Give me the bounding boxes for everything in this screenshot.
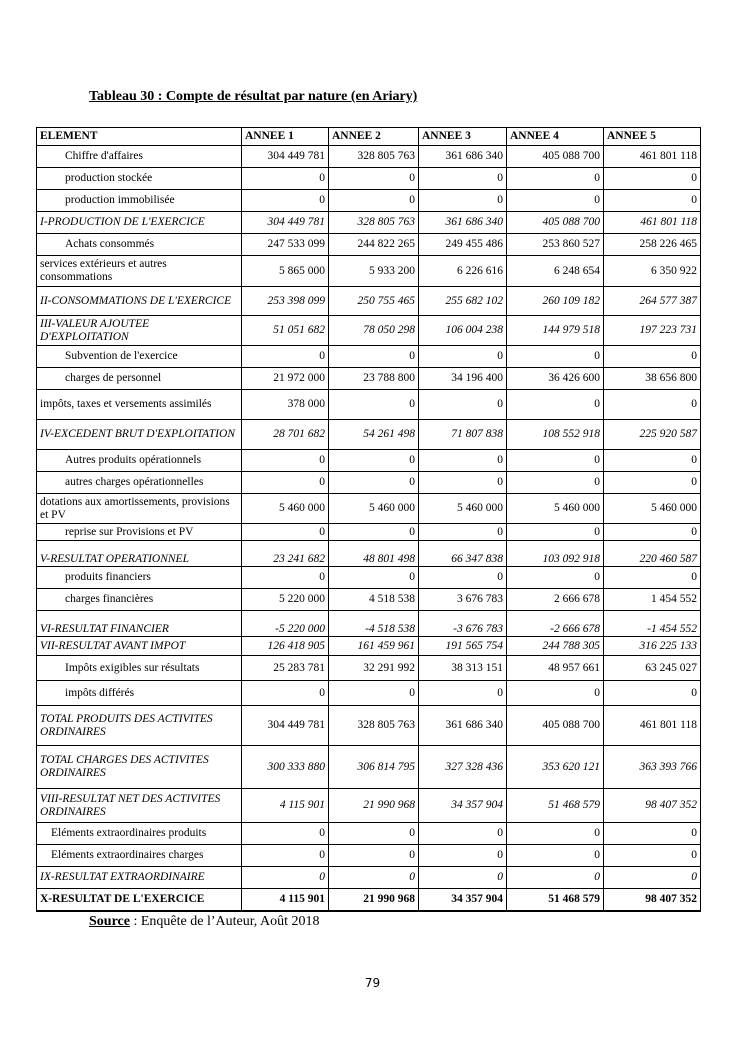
value-cell-annee-3: 71 807 838 [419, 420, 507, 450]
value-cell-annee-3: 361 686 340 [419, 212, 507, 234]
row-label-cell [37, 346, 242, 368]
value-cell-annee-5: 461 801 118 [604, 706, 701, 746]
value-cell-annee-2: 0 [329, 450, 419, 472]
row-label: production stockée [65, 172, 153, 184]
value-cell-annee-2: 5 460 000 [329, 494, 419, 524]
value-cell-annee-3: 361 686 340 [419, 146, 507, 168]
value-cell-annee-4: -2 666 678 [507, 611, 604, 637]
value-cell-annee-3: 191 565 754 [419, 637, 507, 656]
source-note [89, 914, 320, 930]
value-cell-annee-2: 0 [329, 190, 419, 212]
value-cell-annee-5: 38 656 800 [604, 368, 701, 390]
value-cell-annee-1: 28 701 682 [242, 420, 329, 450]
value-cell-annee-5: 0 [604, 524, 701, 541]
value-cell-annee-5: 225 920 587 [604, 420, 701, 450]
table-row [37, 706, 701, 746]
value-cell-annee-1: 247 533 099 [242, 234, 329, 256]
value-cell-annee-3: 66 347 838 [419, 541, 507, 567]
row-label-cell [37, 789, 242, 823]
value-cell-annee-5: 6 350 922 [604, 256, 701, 287]
row-label: IV-EXCEDENT BRUT D'EXPLOITATION [40, 428, 235, 440]
value-cell-annee-2: 0 [329, 168, 419, 190]
value-cell-annee-2: 0 [329, 567, 419, 589]
value-cell-annee-3: 38 313 151 [419, 656, 507, 681]
table-row [37, 845, 701, 867]
value-cell-annee-5: 0 [604, 681, 701, 706]
row-label-cell [37, 524, 242, 541]
row-label: charges financières [65, 593, 154, 605]
value-cell-annee-4: 0 [507, 681, 604, 706]
value-cell-annee-4: 0 [507, 524, 604, 541]
row-label-cell [37, 611, 242, 637]
source-label: Source [89, 914, 130, 929]
value-cell-annee-2: 78 050 298 [329, 316, 419, 346]
table-row [37, 390, 701, 420]
value-cell-annee-4: 353 620 121 [507, 746, 604, 789]
value-cell-annee-5: 0 [604, 346, 701, 368]
row-label-cell [37, 589, 242, 611]
row-label: impôts différés [65, 686, 135, 699]
value-cell-annee-4: 0 [507, 190, 604, 212]
value-cell-annee-2: 23 788 800 [329, 368, 419, 390]
value-cell-annee-3: 106 004 238 [419, 316, 507, 346]
value-cell-annee-4: 51 468 579 [507, 789, 604, 823]
row-label-cell [37, 287, 242, 316]
value-cell-annee-1: 0 [242, 867, 329, 889]
col-header-annee-3: ANNEE 3 [419, 128, 507, 146]
value-cell-annee-5: 0 [604, 390, 701, 420]
row-label: II-CONSOMMATIONS DE L'EXERCICE [40, 294, 232, 307]
value-cell-annee-1: 0 [242, 524, 329, 541]
value-cell-annee-3: 0 [419, 823, 507, 845]
row-label-cell [37, 681, 242, 706]
table-row [37, 346, 701, 368]
value-cell-annee-4: 6 248 654 [507, 256, 604, 287]
value-cell-annee-3: 5 460 000 [419, 494, 507, 524]
value-cell-annee-2: 0 [329, 823, 419, 845]
value-cell-annee-2: 54 261 498 [329, 420, 419, 450]
value-cell-annee-1: 51 051 682 [242, 316, 329, 346]
table-row [37, 256, 701, 287]
value-cell-annee-5: 63 245 027 [604, 656, 701, 681]
row-label: VII-RESULTAT AVANT IMPOT [40, 639, 186, 652]
value-cell-annee-1: 0 [242, 346, 329, 368]
table-row [37, 234, 701, 256]
income-statement-table [36, 127, 701, 912]
table-row [37, 450, 701, 472]
value-cell-annee-5: 0 [604, 450, 701, 472]
value-cell-annee-4: 48 957 661 [507, 656, 604, 681]
value-cell-annee-4: 0 [507, 390, 604, 420]
value-cell-annee-3: 249 455 486 [419, 234, 507, 256]
value-cell-annee-3: 327 328 436 [419, 746, 507, 789]
value-cell-annee-2: 32 291 992 [329, 656, 419, 681]
value-cell-annee-3: 3 676 783 [419, 589, 507, 611]
value-cell-annee-3: 0 [419, 168, 507, 190]
row-label-cell [37, 146, 242, 168]
value-cell-annee-2: 0 [329, 681, 419, 706]
row-label: charges de personnel [65, 372, 162, 384]
row-label: dotations aux amortissements, provisions et PV [40, 495, 230, 521]
value-cell-annee-2: 328 805 763 [329, 212, 419, 234]
value-cell-annee-4: 405 088 700 [507, 146, 604, 168]
value-cell-annee-1: 5 865 000 [242, 256, 329, 287]
row-label-cell [37, 494, 242, 524]
value-cell-annee-1: 23 241 682 [242, 541, 329, 567]
value-cell-annee-4: 0 [507, 567, 604, 589]
row-label: TOTAL PRODUITS DES ACTIVITES ORDINAIRES [40, 712, 213, 738]
table-row [37, 524, 701, 541]
row-label: X-RESULTAT DE L'EXERCICE [40, 892, 205, 905]
row-label: reprise sur Provisions et PV [65, 525, 194, 538]
value-cell-annee-5: 0 [604, 867, 701, 889]
table-row [37, 368, 701, 390]
table-row [37, 889, 701, 911]
value-cell-annee-1: -5 220 000 [242, 611, 329, 637]
value-cell-annee-4: 103 092 918 [507, 541, 604, 567]
table-row [37, 472, 701, 494]
row-label-cell [37, 567, 242, 589]
value-cell-annee-2: 0 [329, 390, 419, 420]
row-label: Chiffre d'affaires [65, 150, 143, 162]
value-cell-annee-5: 363 393 766 [604, 746, 701, 789]
value-cell-annee-1: 0 [242, 450, 329, 472]
row-label: IX-RESULTAT EXTRAORDINAIRE [40, 871, 205, 883]
col-header-annee-5: ANNEE 5 [604, 128, 701, 146]
row-label: I-PRODUCTION DE L'EXERCICE [40, 216, 205, 228]
row-label-cell [37, 845, 242, 867]
value-cell-annee-1: 300 333 880 [242, 746, 329, 789]
value-cell-annee-1: 0 [242, 472, 329, 494]
table-row [37, 656, 701, 681]
value-cell-annee-1: 304 449 781 [242, 212, 329, 234]
value-cell-annee-4: 144 979 518 [507, 316, 604, 346]
row-label: VIII-RESULTAT NET DES ACTIVITES ORDINAIRES [40, 792, 221, 818]
value-cell-annee-2: -4 518 538 [329, 611, 419, 637]
row-label-cell [37, 368, 242, 390]
row-label-cell [37, 256, 242, 287]
value-cell-annee-3: 0 [419, 190, 507, 212]
table-row [37, 746, 701, 789]
row-label: Autres produits opérationnels [65, 454, 202, 466]
value-cell-annee-2: 306 814 795 [329, 746, 419, 789]
value-cell-annee-3: 0 [419, 845, 507, 867]
value-cell-annee-2: 0 [329, 472, 419, 494]
value-cell-annee-3: 34 357 904 [419, 789, 507, 823]
col-header-element: ELEMENT [37, 128, 242, 146]
value-cell-annee-4: 405 088 700 [507, 212, 604, 234]
row-label: V-RESULTAT OPERATIONNEL [40, 553, 189, 565]
table-row [37, 637, 701, 656]
value-cell-annee-1: 0 [242, 168, 329, 190]
value-cell-annee-3: 0 [419, 346, 507, 368]
value-cell-annee-2: 21 990 968 [329, 789, 419, 823]
table-row [37, 212, 701, 234]
value-cell-annee-1: 5 460 000 [242, 494, 329, 524]
value-cell-annee-2: 0 [329, 346, 419, 368]
value-cell-annee-3: 361 686 340 [419, 706, 507, 746]
value-cell-annee-2: 161 459 961 [329, 637, 419, 656]
row-label-cell [37, 420, 242, 450]
row-label: impôts, taxes et versements assimilés [40, 398, 212, 410]
table-row [37, 146, 701, 168]
row-label-cell [37, 889, 242, 911]
row-label: TOTAL CHARGES DES ACTIVITES ORDINAIRES [40, 754, 209, 779]
value-cell-annee-1: 5 220 000 [242, 589, 329, 611]
value-cell-annee-5: 461 801 118 [604, 146, 701, 168]
value-cell-annee-4: 0 [507, 823, 604, 845]
value-cell-annee-5: 0 [604, 567, 701, 589]
value-cell-annee-2: 21 990 968 [329, 889, 419, 911]
value-cell-annee-3: 34 357 904 [419, 889, 507, 911]
row-label: III-VALEUR AJOUTEE D'EXPLOITATION [40, 317, 150, 343]
value-cell-annee-4: 0 [507, 450, 604, 472]
row-label-cell [37, 706, 242, 746]
value-cell-annee-1: 0 [242, 681, 329, 706]
value-cell-annee-5: 98 407 352 [604, 889, 701, 911]
source-text: : Enquête de l’Auteur, Août 2018 [129, 914, 320, 929]
value-cell-annee-5: 0 [604, 190, 701, 212]
row-label-cell [37, 472, 242, 494]
value-cell-annee-5: 264 577 387 [604, 287, 701, 316]
value-cell-annee-1: 304 449 781 [242, 146, 329, 168]
value-cell-annee-1: 0 [242, 190, 329, 212]
row-label-cell [37, 823, 242, 845]
row-label-cell [37, 234, 242, 256]
table-row [37, 589, 701, 611]
table-row [37, 420, 701, 450]
row-label-cell [37, 450, 242, 472]
value-cell-annee-5: 5 460 000 [604, 494, 701, 524]
value-cell-annee-2: 4 518 538 [329, 589, 419, 611]
table-row [37, 681, 701, 706]
page-number: 79 [364, 976, 381, 990]
value-cell-annee-3: 0 [419, 867, 507, 889]
value-cell-annee-1: 0 [242, 823, 329, 845]
value-cell-annee-4: 405 088 700 [507, 706, 604, 746]
table-row [37, 190, 701, 212]
table-row [37, 867, 701, 889]
value-cell-annee-4: 244 788 305 [507, 637, 604, 656]
value-cell-annee-2: 48 801 498 [329, 541, 419, 567]
value-cell-annee-1: 21 972 000 [242, 368, 329, 390]
row-label: VI-RESULTAT FINANCIER [40, 623, 169, 635]
value-cell-annee-3: 0 [419, 472, 507, 494]
col-header-annee-4: ANNEE 4 [507, 128, 604, 146]
value-cell-annee-1: 0 [242, 567, 329, 589]
value-cell-annee-2: 328 805 763 [329, 146, 419, 168]
col-header-annee-2: ANNEE 2 [329, 128, 419, 146]
value-cell-annee-4: 260 109 182 [507, 287, 604, 316]
row-label: production immobilisée [65, 194, 175, 206]
header-row [37, 128, 701, 146]
value-cell-annee-4: 0 [507, 168, 604, 190]
value-cell-annee-1: 4 115 901 [242, 789, 329, 823]
value-cell-annee-4: 108 552 918 [507, 420, 604, 450]
row-label: Achats consommés [65, 238, 155, 250]
col-header-annee-1: ANNEE 1 [242, 128, 329, 146]
value-cell-annee-2: 250 755 465 [329, 287, 419, 316]
value-cell-annee-4: 36 426 600 [507, 368, 604, 390]
value-cell-annee-2: 5 933 200 [329, 256, 419, 287]
value-cell-annee-2: 0 [329, 845, 419, 867]
value-cell-annee-5: 0 [604, 168, 701, 190]
row-label-cell [37, 390, 242, 420]
value-cell-annee-3: 0 [419, 524, 507, 541]
value-cell-annee-4: 0 [507, 845, 604, 867]
table-row [37, 316, 701, 346]
value-cell-annee-3: 255 682 102 [419, 287, 507, 316]
value-cell-annee-1: 253 398 099 [242, 287, 329, 316]
value-cell-annee-5: 197 223 731 [604, 316, 701, 346]
value-cell-annee-3: 6 226 616 [419, 256, 507, 287]
row-label-cell [37, 168, 242, 190]
row-label: produits financiers [65, 571, 151, 583]
row-label: Impôts exigibles sur résultats [65, 661, 200, 674]
row-label: Eléments extraordinaires charges [51, 849, 204, 861]
value-cell-annee-5: -1 454 552 [604, 611, 701, 637]
value-cell-annee-4: 253 860 527 [507, 234, 604, 256]
value-cell-annee-4: 5 460 000 [507, 494, 604, 524]
value-cell-annee-3: 0 [419, 450, 507, 472]
value-cell-annee-5: 258 226 465 [604, 234, 701, 256]
row-label-cell [37, 637, 242, 656]
value-cell-annee-2: 328 805 763 [329, 706, 419, 746]
value-cell-annee-3: 0 [419, 681, 507, 706]
row-label-cell [37, 541, 242, 567]
value-cell-annee-5: 98 407 352 [604, 789, 701, 823]
table-row [37, 541, 701, 567]
value-cell-annee-4: 0 [507, 346, 604, 368]
value-cell-annee-1: 4 115 901 [242, 889, 329, 911]
value-cell-annee-1: 0 [242, 845, 329, 867]
value-cell-annee-3: 0 [419, 567, 507, 589]
table-row [37, 611, 701, 637]
row-label: autres charges opérationnelles [65, 476, 204, 488]
row-label-cell [37, 656, 242, 681]
value-cell-annee-5: 316 225 133 [604, 637, 701, 656]
table-body [37, 146, 701, 911]
value-cell-annee-3: -3 676 783 [419, 611, 507, 637]
value-cell-annee-1: 304 449 781 [242, 706, 329, 746]
table-row [37, 789, 701, 823]
row-label-cell [37, 212, 242, 234]
value-cell-annee-5: 220 460 587 [604, 541, 701, 567]
table-row [37, 287, 701, 316]
row-label: services extérieurs et autres consommations [40, 258, 167, 283]
row-label-cell [37, 867, 242, 889]
value-cell-annee-5: 461 801 118 [604, 212, 701, 234]
value-cell-annee-1: 126 418 905 [242, 637, 329, 656]
table-title: Tableau 30 : Compte de résultat par nature (en Ariary) [89, 89, 418, 104]
table-row [37, 823, 701, 845]
table-row [37, 494, 701, 524]
value-cell-annee-5: 1 454 552 [604, 589, 701, 611]
row-label-cell [37, 190, 242, 212]
row-label-cell [37, 746, 242, 789]
value-cell-annee-4: 0 [507, 867, 604, 889]
value-cell-annee-3: 0 [419, 390, 507, 420]
value-cell-annee-3: 34 196 400 [419, 368, 507, 390]
value-cell-annee-2: 0 [329, 867, 419, 889]
value-cell-annee-5: 0 [604, 845, 701, 867]
value-cell-annee-4: 0 [507, 472, 604, 494]
row-label: Subvention de l'exercice [65, 350, 178, 362]
value-cell-annee-5: 0 [604, 823, 701, 845]
value-cell-annee-2: 0 [329, 524, 419, 541]
value-cell-annee-1: 378 000 [242, 390, 329, 420]
value-cell-annee-1: 25 283 781 [242, 656, 329, 681]
value-cell-annee-4: 51 468 579 [507, 889, 604, 911]
value-cell-annee-5: 0 [604, 472, 701, 494]
table-row [37, 567, 701, 589]
row-label: Eléments extraordinaires produits [51, 827, 207, 839]
table-row [37, 168, 701, 190]
value-cell-annee-4: 2 666 678 [507, 589, 604, 611]
row-label-cell [37, 316, 242, 346]
value-cell-annee-2: 244 822 265 [329, 234, 419, 256]
